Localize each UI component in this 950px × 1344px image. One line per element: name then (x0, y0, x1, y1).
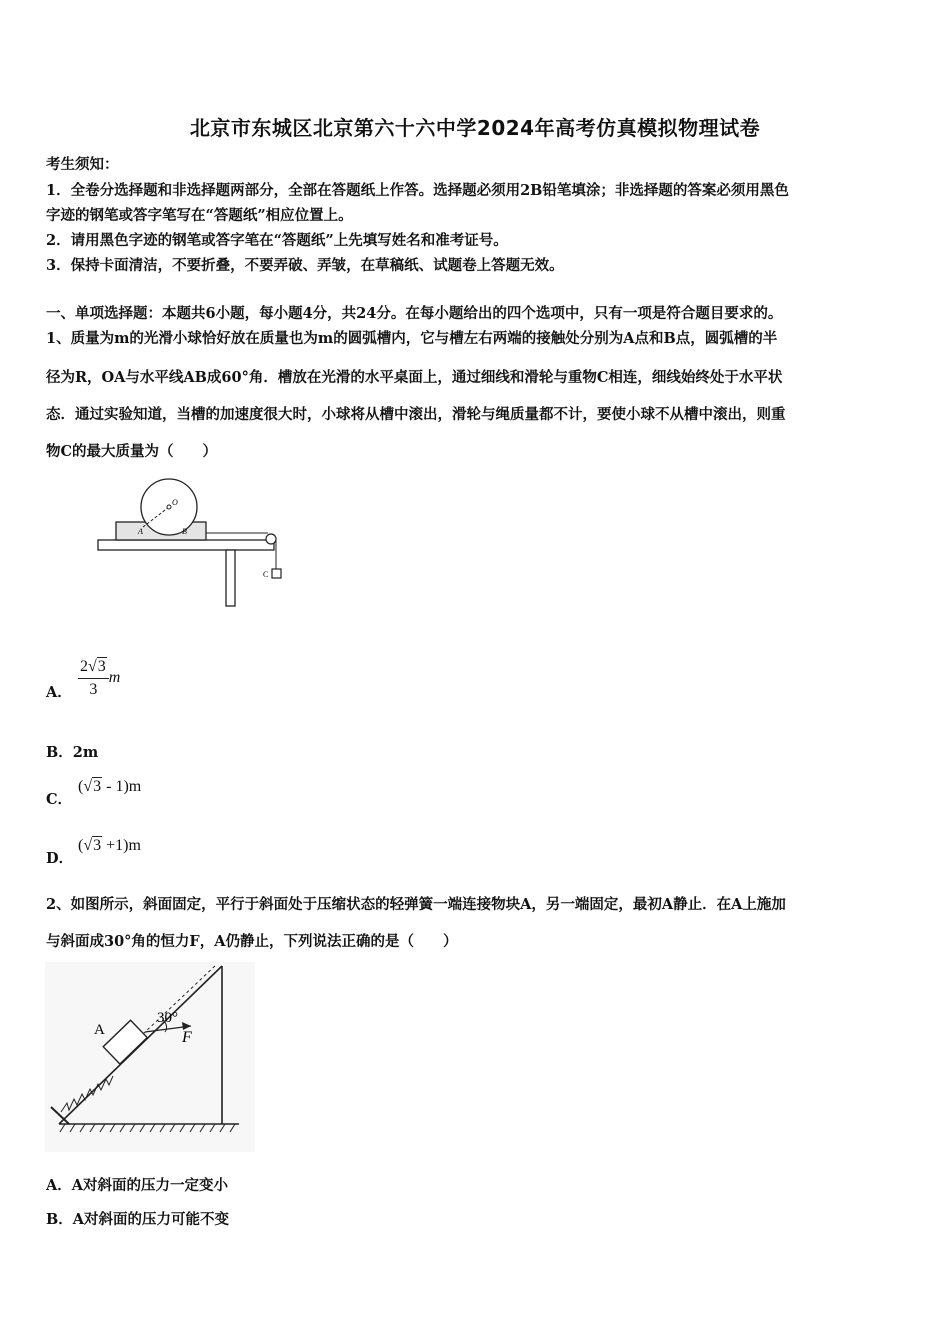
table-top (98, 540, 274, 550)
label-b: B (182, 527, 187, 536)
notice-item-1-line-1: 1．全卷分选择题和非选择题两部分，全部在答题纸上作答。选择题必须用2B铅笔填涂；非选择题的答案必须用黑色 (46, 182, 789, 199)
question-1-line-4: 物C的最大质量为（ ） (46, 443, 218, 460)
rest: +1)m (102, 837, 141, 854)
paren-open: ( (78, 778, 84, 795)
question-2-line-1: 2、如图所示，斜面固定，平行于斜面处于压缩状态的轻弹簧一端连接物块A，另一端固定，最初A静止．在A上施加 (46, 896, 786, 913)
sqrt: √3 (83, 778, 102, 795)
radicand: 3 (93, 778, 102, 795)
numerator (78, 658, 109, 679)
q1-option-c-formula (78, 778, 141, 796)
q1-option-d-formula (78, 837, 141, 855)
table-leg (226, 550, 235, 606)
q1-option-b-label: B． (46, 744, 73, 761)
sqrt: √3 (83, 837, 102, 854)
variable-m: m (108, 669, 121, 687)
question-2-line-2: 与斜面成30°角的恒力F，A仍静止，下列说法正确的是（ ） (46, 933, 458, 950)
sqrt: √3 (88, 658, 106, 675)
notice-item-2: 2．请用黑色字迹的钢笔或答字笔在“答题纸”上先填写姓名和准考证号。 (46, 232, 508, 249)
notice-item-3: 3．保持卡面清洁，不要折叠，不要弄破、弄皱，在草稿纸、试题卷上答题无效。 (46, 257, 564, 274)
label-o: O (172, 498, 178, 507)
page-title: 北京市东城区北京第六十六中学2024年高考仿真模拟物理试卷 (189, 116, 761, 140)
q1-option-d-label: D． (46, 850, 74, 867)
q1-option-c-label: C． (46, 791, 73, 808)
paren-open: ( (78, 837, 84, 854)
q1-option-b-text: 2m (72, 744, 99, 761)
q1-option-a-label: A． (46, 684, 72, 701)
q1-option-a-formula (78, 658, 120, 699)
question-1-line-2: 径为R，OA与水平线AB成60°角．槽放在光滑的水平桌面上，通过细线和滑轮与重物C相连，细线始终处于水平状 (46, 369, 783, 386)
section-1-heading: 一、单项选择题：本题共6小题，每小题4分，共24分。在每小题给出的四个选项中，只有一项是符合题目要求的。 (46, 305, 783, 322)
question-1-figure (96, 478, 288, 608)
label-block-a: A (94, 1022, 105, 1038)
label-angle: 30° (157, 1010, 178, 1026)
question-1-line-1: 1、质量为m的光滑小球恰好放在质量也为m的圆弧槽内，它与槽左右两端的接触处分别为A点和B点，圆弧槽的半 (46, 330, 778, 347)
notice-item-1-line-2: 字迹的钢笔或答字笔写在“答题纸”相应位置上。 (46, 207, 353, 224)
q2-option-b: B．A对斜面的压力可能不变 (46, 1211, 230, 1228)
q1-option-b (46, 741, 98, 762)
denominator: 3 (89, 681, 98, 698)
label-force: F (182, 1029, 192, 1046)
q2-option-a: A．A对斜面的压力一定变小 (46, 1177, 228, 1194)
label-a: A (138, 527, 143, 536)
notice-heading: 考生须知： (46, 156, 119, 173)
center-o-dot (167, 505, 171, 509)
question-2-figure (45, 962, 255, 1152)
label-c: C (263, 570, 269, 579)
fraction (78, 658, 109, 699)
rest: - 1)m (102, 778, 142, 795)
radicand: 3 (97, 658, 106, 675)
pulley (266, 534, 276, 544)
question-1-line-3: 态．通过实验知道，当槽的加速度很大时，小球将从槽中滚出，滑轮与绳质量都不计，要使小球不从槽中滚出，则重 (46, 406, 786, 423)
radicand: 3 (93, 837, 102, 854)
numerator-coef: 2 (80, 658, 88, 675)
weight-c (272, 569, 281, 578)
